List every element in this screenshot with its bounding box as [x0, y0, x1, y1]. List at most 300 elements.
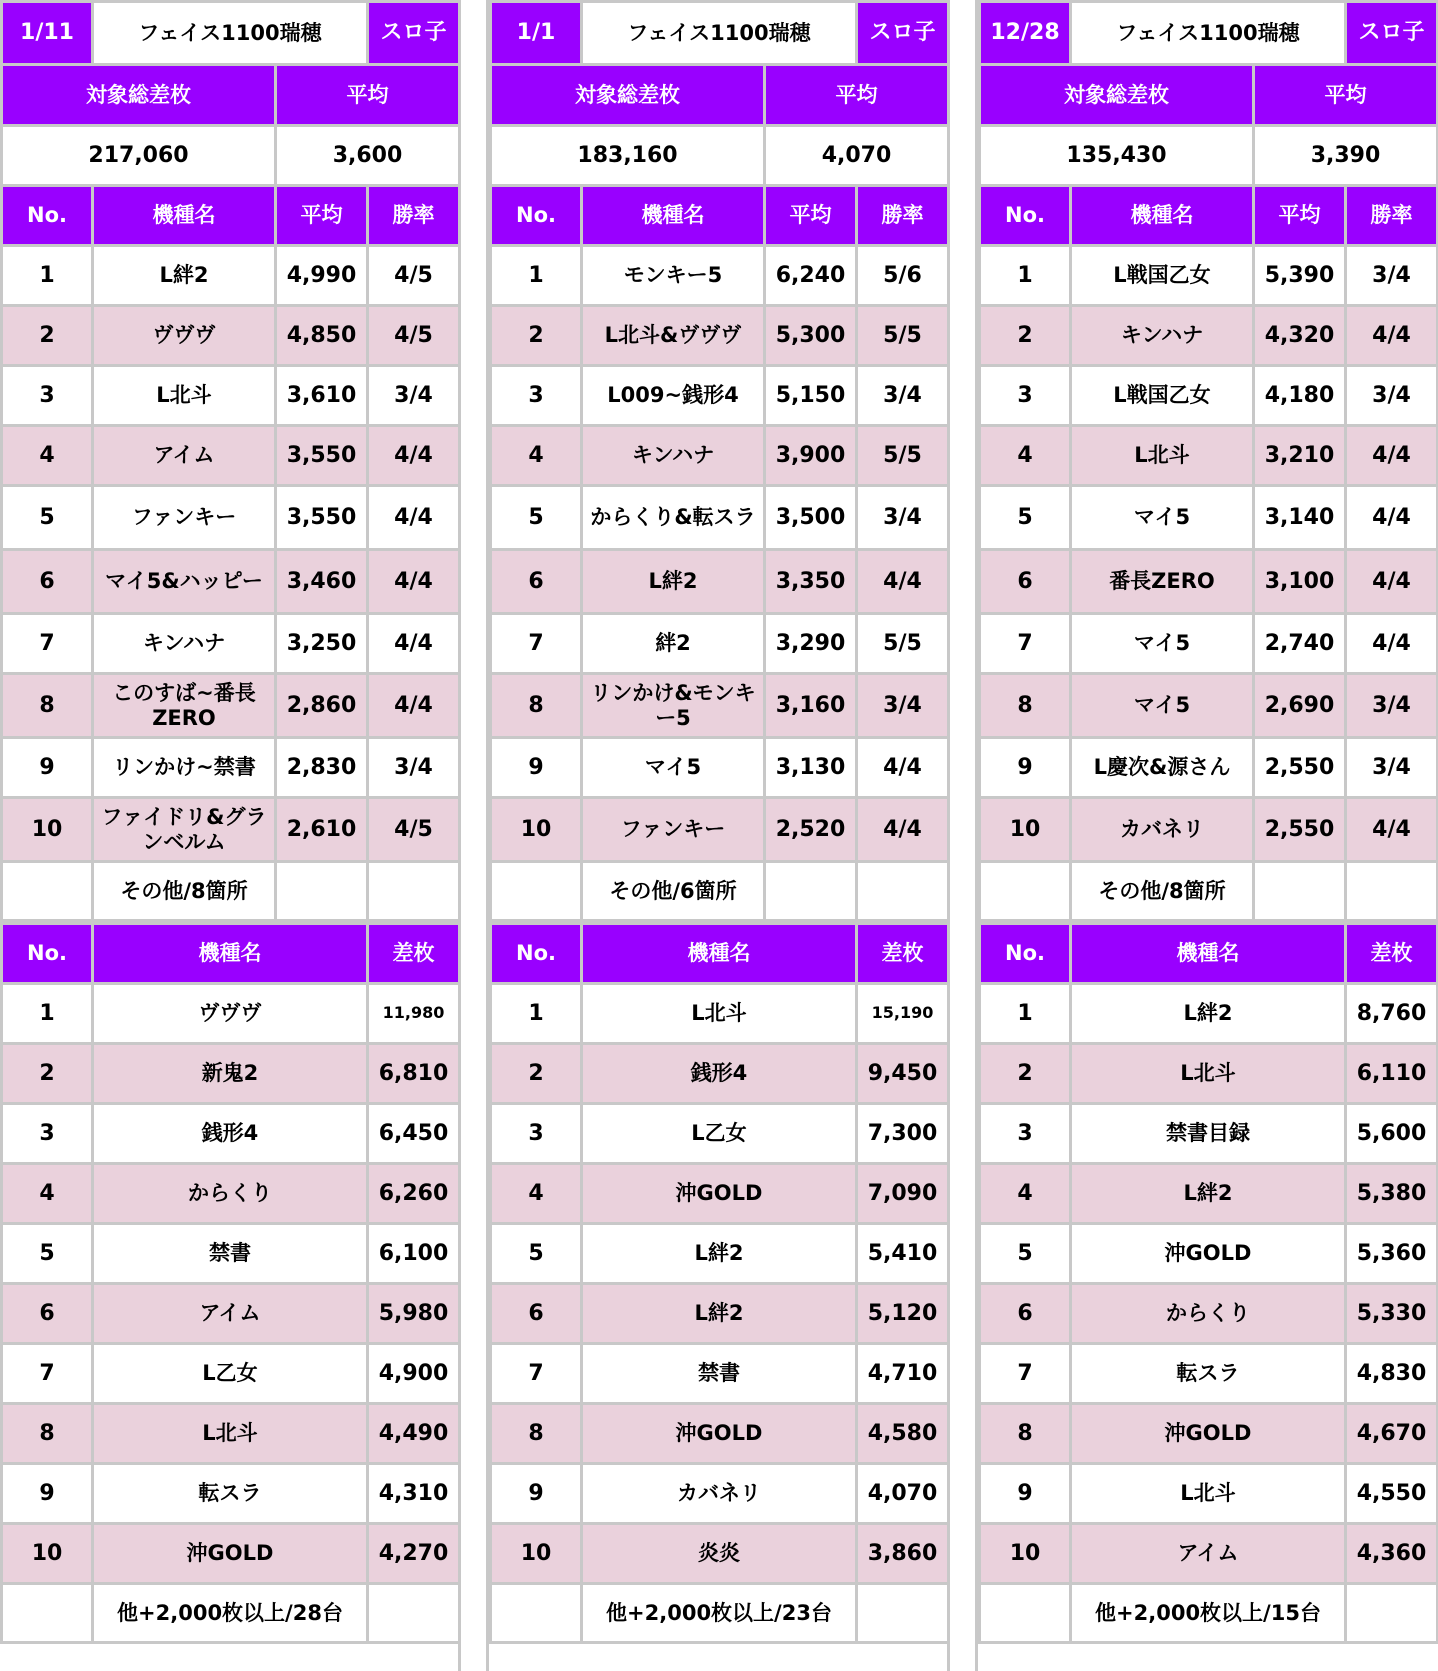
machine-diff: 5,410 — [857, 1224, 949, 1284]
date-badge: 1/1 — [491, 2, 582, 65]
model-win-rate: 4/4 — [368, 486, 460, 550]
machine-diff: 5,380 — [1346, 1164, 1438, 1224]
model-ranking-table — [489, 0, 950, 922]
category-tag: スロ子 — [857, 2, 949, 65]
rank-no: 10 — [491, 1524, 582, 1584]
table-row — [980, 1044, 1438, 1104]
footer-blank — [2, 862, 93, 921]
table-row — [491, 984, 949, 1044]
table-row — [2, 550, 460, 614]
rank-no: 8 — [491, 674, 582, 738]
rank-no: 2 — [2, 1044, 93, 1104]
model-name: ファンキー — [93, 486, 276, 550]
rank-no: 5 — [2, 486, 93, 550]
machine-name: 禁書目録 — [1071, 1104, 1346, 1164]
model-win-rate: 3/4 — [1346, 366, 1438, 426]
rank-no: 8 — [980, 674, 1071, 738]
table-row — [2, 984, 460, 1044]
machine-diff: 11,980 — [368, 984, 460, 1044]
col-no: No. — [2, 924, 93, 984]
rank-no: 7 — [491, 1344, 582, 1404]
model-footer-row — [2, 862, 460, 921]
col-diff: 差枚 — [857, 924, 949, 984]
category-tag: スロ子 — [368, 2, 460, 65]
report-panel-1 — [0, 0, 458, 1644]
machine-name: 沖GOLD — [1071, 1224, 1346, 1284]
table-row — [980, 1104, 1438, 1164]
footer-blank — [1346, 862, 1438, 921]
summary-values — [980, 126, 1438, 186]
table-row — [2, 1464, 460, 1524]
model-name: 絆2 — [582, 614, 765, 674]
table-row — [2, 1524, 460, 1584]
machine-diff: 7,300 — [857, 1104, 949, 1164]
date-badge: 1/11 — [2, 2, 93, 65]
footer-blank — [980, 862, 1071, 921]
machine-name: L絆2 — [582, 1224, 857, 1284]
store-name: フェイス1100瑞穂 — [582, 2, 857, 65]
summary-values — [2, 126, 460, 186]
model-name: アイム — [93, 426, 276, 486]
model-average: 5,300 — [765, 306, 857, 366]
table-row — [491, 1044, 949, 1104]
model-win-rate: 4/4 — [368, 614, 460, 674]
machine-name: 禁書 — [582, 1344, 857, 1404]
rank-no: 4 — [2, 426, 93, 486]
rank-no: 2 — [2, 306, 93, 366]
table-row — [491, 1284, 949, 1344]
model-ranking-table — [0, 0, 461, 922]
model-win-rate: 3/4 — [1346, 674, 1438, 738]
table-row — [980, 246, 1438, 306]
col-average: 平均 — [765, 186, 857, 246]
model-average: 3,550 — [276, 486, 368, 550]
machine-diff: 5,330 — [1346, 1284, 1438, 1344]
machine-name: L北斗 — [582, 984, 857, 1044]
machine-diff: 4,310 — [368, 1464, 460, 1524]
model-average: 3,550 — [276, 426, 368, 486]
models-footer-note: その他/6箇所 — [582, 862, 765, 921]
model-win-rate: 3/4 — [368, 738, 460, 798]
machine-diff: 15,190 — [857, 984, 949, 1044]
models-footer-note: その他/8箇所 — [1071, 862, 1254, 921]
rank-no: 6 — [491, 1284, 582, 1344]
model-win-rate: 4/4 — [1346, 306, 1438, 366]
table-row — [491, 1104, 949, 1164]
table-row — [2, 246, 460, 306]
table-row — [2, 426, 460, 486]
rank-no: 7 — [2, 1344, 93, 1404]
table-row — [980, 1224, 1438, 1284]
panel-header — [2, 2, 460, 65]
average-value: 3,600 — [276, 126, 460, 186]
machine-name: L乙女 — [93, 1344, 368, 1404]
machine-name: カバネリ — [582, 1464, 857, 1524]
model-name: マイ5 — [1071, 674, 1254, 738]
rank-no: 10 — [980, 1524, 1071, 1584]
machine-column-header — [2, 924, 460, 984]
model-name: モンキー5 — [582, 246, 765, 306]
rank-no: 1 — [2, 246, 93, 306]
panel-gap — [947, 0, 978, 1671]
model-average: 3,160 — [765, 674, 857, 738]
total-diff-value: 135,430 — [980, 126, 1254, 186]
rank-no: 7 — [491, 614, 582, 674]
table-row — [2, 1284, 460, 1344]
rank-no: 6 — [2, 550, 93, 614]
machine-name: 転スラ — [1071, 1344, 1346, 1404]
machine-diff: 7,090 — [857, 1164, 949, 1224]
model-win-rate: 5/6 — [857, 246, 949, 306]
table-row — [2, 1044, 460, 1104]
col-win-rate: 勝率 — [368, 186, 460, 246]
model-average: 2,550 — [1254, 798, 1346, 862]
machine-ranking-table — [978, 922, 1438, 1644]
col-no: No. — [980, 924, 1071, 984]
panel-header — [980, 2, 1438, 65]
model-average: 4,850 — [276, 306, 368, 366]
machine-diff: 3,860 — [857, 1524, 949, 1584]
footer-blank — [368, 1584, 460, 1643]
model-average: 4,990 — [276, 246, 368, 306]
machine-name: からくり — [1071, 1284, 1346, 1344]
col-model-name: 機種名 — [93, 924, 368, 984]
table-row — [491, 246, 949, 306]
table-row — [980, 486, 1438, 550]
machine-name: アイム — [93, 1284, 368, 1344]
machine-name: ヴヴヴ — [93, 984, 368, 1044]
model-name: 番長ZERO — [1071, 550, 1254, 614]
table-row — [980, 1164, 1438, 1224]
table-row — [980, 426, 1438, 486]
rank-no: 10 — [2, 798, 93, 862]
rank-no: 1 — [980, 984, 1071, 1044]
model-win-rate: 4/4 — [857, 738, 949, 798]
machine-diff: 5,980 — [368, 1284, 460, 1344]
machine-name: L北斗 — [1071, 1464, 1346, 1524]
rank-no: 10 — [980, 798, 1071, 862]
machine-name: L絆2 — [1071, 984, 1346, 1044]
machine-name: L絆2 — [1071, 1164, 1346, 1224]
model-average: 6,240 — [765, 246, 857, 306]
footer-blank — [491, 1584, 582, 1643]
model-win-rate: 5/5 — [857, 426, 949, 486]
table-row — [491, 1464, 949, 1524]
model-win-rate: 3/4 — [857, 674, 949, 738]
table-row — [2, 1404, 460, 1464]
machine-diff: 5,120 — [857, 1284, 949, 1344]
rank-no: 10 — [2, 1524, 93, 1584]
table-row — [491, 1344, 949, 1404]
average-label: 平均 — [765, 65, 949, 126]
machine-name: 転スラ — [93, 1464, 368, 1524]
model-win-rate: 3/4 — [857, 486, 949, 550]
col-diff: 差枚 — [1346, 924, 1438, 984]
table-row — [491, 1404, 949, 1464]
rank-no: 1 — [980, 246, 1071, 306]
machine-name: 銭形4 — [93, 1104, 368, 1164]
model-name: マイ5&ハッピー — [93, 550, 276, 614]
rank-no: 4 — [980, 1164, 1071, 1224]
model-win-rate: 4/4 — [1346, 798, 1438, 862]
rank-no: 4 — [491, 426, 582, 486]
rank-no: 5 — [980, 1224, 1071, 1284]
machine-diff: 6,810 — [368, 1044, 460, 1104]
col-diff: 差枚 — [368, 924, 460, 984]
model-average: 3,500 — [765, 486, 857, 550]
model-name: キンハナ — [93, 614, 276, 674]
table-row — [980, 550, 1438, 614]
rank-no: 8 — [491, 1404, 582, 1464]
footer-blank — [2, 1584, 93, 1643]
rank-no: 7 — [980, 614, 1071, 674]
machine-name: L北斗 — [93, 1404, 368, 1464]
model-name: L009~銭形4 — [582, 366, 765, 426]
model-name: リンかけ&モンキー5 — [582, 674, 765, 738]
rank-no: 8 — [2, 1404, 93, 1464]
footer-blank — [765, 862, 857, 921]
rank-no: 9 — [980, 738, 1071, 798]
machines-footer-note: 他+2,000枚以上/28台 — [93, 1584, 368, 1643]
model-average: 2,610 — [276, 798, 368, 862]
model-name: マイ5 — [1071, 486, 1254, 550]
model-footer-row — [491, 862, 949, 921]
model-column-header — [491, 186, 949, 246]
model-name: マイ5 — [1071, 614, 1254, 674]
model-average: 2,830 — [276, 738, 368, 798]
model-win-rate: 3/4 — [1346, 246, 1438, 306]
machine-name: 炎炎 — [582, 1524, 857, 1584]
model-average: 2,550 — [1254, 738, 1346, 798]
report-panel-3 — [978, 0, 1436, 1644]
rank-no: 4 — [2, 1164, 93, 1224]
rank-no: 3 — [2, 366, 93, 426]
panel-gap — [458, 0, 489, 1671]
model-win-rate: 4/4 — [1346, 426, 1438, 486]
rank-no: 9 — [2, 738, 93, 798]
model-win-rate: 4/4 — [857, 550, 949, 614]
model-average: 3,140 — [1254, 486, 1346, 550]
rank-no: 8 — [2, 674, 93, 738]
machine-name: 沖GOLD — [1071, 1404, 1346, 1464]
table-row — [2, 366, 460, 426]
table-row — [980, 1284, 1438, 1344]
rank-no: 6 — [491, 550, 582, 614]
table-row — [491, 306, 949, 366]
table-row — [980, 614, 1438, 674]
model-name: L北斗 — [1071, 426, 1254, 486]
category-tag: スロ子 — [1346, 2, 1438, 65]
model-average: 3,250 — [276, 614, 368, 674]
machine-diff: 5,600 — [1346, 1104, 1438, 1164]
col-model-name: 機種名 — [1071, 186, 1254, 246]
model-average: 2,520 — [765, 798, 857, 862]
model-footer-row — [980, 862, 1438, 921]
rank-no: 9 — [2, 1464, 93, 1524]
model-name: リンかけ~禁書 — [93, 738, 276, 798]
machine-diff: 4,900 — [368, 1344, 460, 1404]
machine-footer-row — [2, 1584, 460, 1643]
rank-no: 1 — [491, 246, 582, 306]
rank-no: 8 — [980, 1404, 1071, 1464]
average-value: 3,390 — [1254, 126, 1438, 186]
model-name: ファイドリ&グランベルム — [93, 798, 276, 862]
model-name: L北斗 — [93, 366, 276, 426]
model-name: マイ5 — [582, 738, 765, 798]
table-row — [491, 486, 949, 550]
model-win-rate: 4/5 — [368, 306, 460, 366]
model-name: L戦国乙女 — [1071, 366, 1254, 426]
col-model-name: 機種名 — [93, 186, 276, 246]
col-model-name: 機種名 — [582, 186, 765, 246]
table-row — [980, 674, 1438, 738]
total-diff-label: 対象総差枚 — [2, 65, 276, 126]
model-average: 3,210 — [1254, 426, 1346, 486]
machine-diff: 4,490 — [368, 1404, 460, 1464]
summary-values — [491, 126, 949, 186]
summary-header — [2, 65, 460, 126]
model-win-rate: 4/4 — [368, 426, 460, 486]
footer-blank — [857, 862, 949, 921]
machine-name: L乙女 — [582, 1104, 857, 1164]
model-average: 2,690 — [1254, 674, 1346, 738]
col-no: No. — [980, 186, 1071, 246]
machine-diff: 9,450 — [857, 1044, 949, 1104]
col-win-rate: 勝率 — [1346, 186, 1438, 246]
footer-blank — [980, 1584, 1071, 1643]
rank-no: 3 — [980, 1104, 1071, 1164]
model-win-rate: 4/5 — [368, 798, 460, 862]
table-row — [2, 798, 460, 862]
model-average: 3,460 — [276, 550, 368, 614]
table-row — [491, 674, 949, 738]
table-row — [2, 306, 460, 366]
total-diff-label: 対象総差枚 — [980, 65, 1254, 126]
machine-name: 禁書 — [93, 1224, 368, 1284]
table-row — [2, 1164, 460, 1224]
model-win-rate: 3/4 — [1346, 738, 1438, 798]
model-win-rate: 4/4 — [368, 674, 460, 738]
machine-diff: 6,110 — [1346, 1044, 1438, 1104]
machine-diff: 4,670 — [1346, 1404, 1438, 1464]
model-name: L絆2 — [582, 550, 765, 614]
model-win-rate: 3/4 — [857, 366, 949, 426]
table-row — [2, 614, 460, 674]
machines-footer-note: 他+2,000枚以上/15台 — [1071, 1584, 1346, 1643]
report-panel-2 — [489, 0, 947, 1644]
model-name: L慶次&源さん — [1071, 738, 1254, 798]
machine-footer-row — [980, 1584, 1438, 1643]
table-row — [491, 1224, 949, 1284]
rank-no: 7 — [980, 1344, 1071, 1404]
machine-diff: 4,360 — [1346, 1524, 1438, 1584]
rank-no: 5 — [491, 1224, 582, 1284]
model-win-rate: 4/4 — [1346, 486, 1438, 550]
model-name: カバネリ — [1071, 798, 1254, 862]
table-row — [491, 798, 949, 862]
table-row — [980, 1464, 1438, 1524]
rank-no: 4 — [491, 1164, 582, 1224]
rank-no: 3 — [980, 366, 1071, 426]
rank-no: 2 — [980, 306, 1071, 366]
model-name: このすば~番長ZERO — [93, 674, 276, 738]
rank-no: 1 — [491, 984, 582, 1044]
model-ranking-table — [978, 0, 1438, 922]
total-diff-value: 217,060 — [2, 126, 276, 186]
rank-no: 2 — [980, 1044, 1071, 1104]
model-average: 5,150 — [765, 366, 857, 426]
rank-no: 2 — [491, 1044, 582, 1104]
model-win-rate: 5/5 — [857, 306, 949, 366]
machine-column-header — [491, 924, 949, 984]
table-row — [491, 426, 949, 486]
date-badge: 12/28 — [980, 2, 1071, 65]
machine-name: 沖GOLD — [93, 1524, 368, 1584]
model-name: L戦国乙女 — [1071, 246, 1254, 306]
rank-no: 9 — [491, 1464, 582, 1524]
model-name: からくり&転スラ — [582, 486, 765, 550]
store-name: フェイス1100瑞穂 — [93, 2, 368, 65]
machine-diff: 6,100 — [368, 1224, 460, 1284]
model-win-rate: 4/5 — [368, 246, 460, 306]
machine-diff: 4,070 — [857, 1464, 949, 1524]
footer-blank — [1346, 1584, 1438, 1643]
machine-ranking-table — [0, 922, 461, 1644]
table-row — [980, 1524, 1438, 1584]
rank-no: 3 — [2, 1104, 93, 1164]
model-average: 3,900 — [765, 426, 857, 486]
col-no: No. — [2, 186, 93, 246]
machine-column-header — [980, 924, 1438, 984]
rank-no: 9 — [491, 738, 582, 798]
model-name: キンハナ — [1071, 306, 1254, 366]
machine-name: 新鬼2 — [93, 1044, 368, 1104]
average-label: 平均 — [1254, 65, 1438, 126]
col-model-name: 機種名 — [582, 924, 857, 984]
footer-blank — [276, 862, 368, 921]
col-average: 平均 — [1254, 186, 1346, 246]
table-row — [2, 674, 460, 738]
rank-no: 5 — [980, 486, 1071, 550]
machine-name: 沖GOLD — [582, 1164, 857, 1224]
rank-no: 7 — [2, 614, 93, 674]
panel-header — [491, 2, 949, 65]
model-average: 3,610 — [276, 366, 368, 426]
rank-no: 3 — [491, 1104, 582, 1164]
summary-header — [980, 65, 1438, 126]
model-column-header — [980, 186, 1438, 246]
machine-diff: 4,270 — [368, 1524, 460, 1584]
machine-name: アイム — [1071, 1524, 1346, 1584]
model-name: キンハナ — [582, 426, 765, 486]
table-row — [2, 1224, 460, 1284]
rank-no: 3 — [491, 366, 582, 426]
rank-no: 1 — [2, 984, 93, 1044]
rank-no: 2 — [491, 306, 582, 366]
average-value: 4,070 — [765, 126, 949, 186]
table-row — [2, 1104, 460, 1164]
rank-no: 6 — [980, 1284, 1071, 1344]
col-win-rate: 勝率 — [857, 186, 949, 246]
model-average: 4,180 — [1254, 366, 1346, 426]
summary-header — [491, 65, 949, 126]
col-average: 平均 — [276, 186, 368, 246]
col-no: No. — [491, 924, 582, 984]
rank-no: 4 — [980, 426, 1071, 486]
rank-no: 6 — [2, 1284, 93, 1344]
model-column-header — [2, 186, 460, 246]
footer-blank — [1254, 862, 1346, 921]
